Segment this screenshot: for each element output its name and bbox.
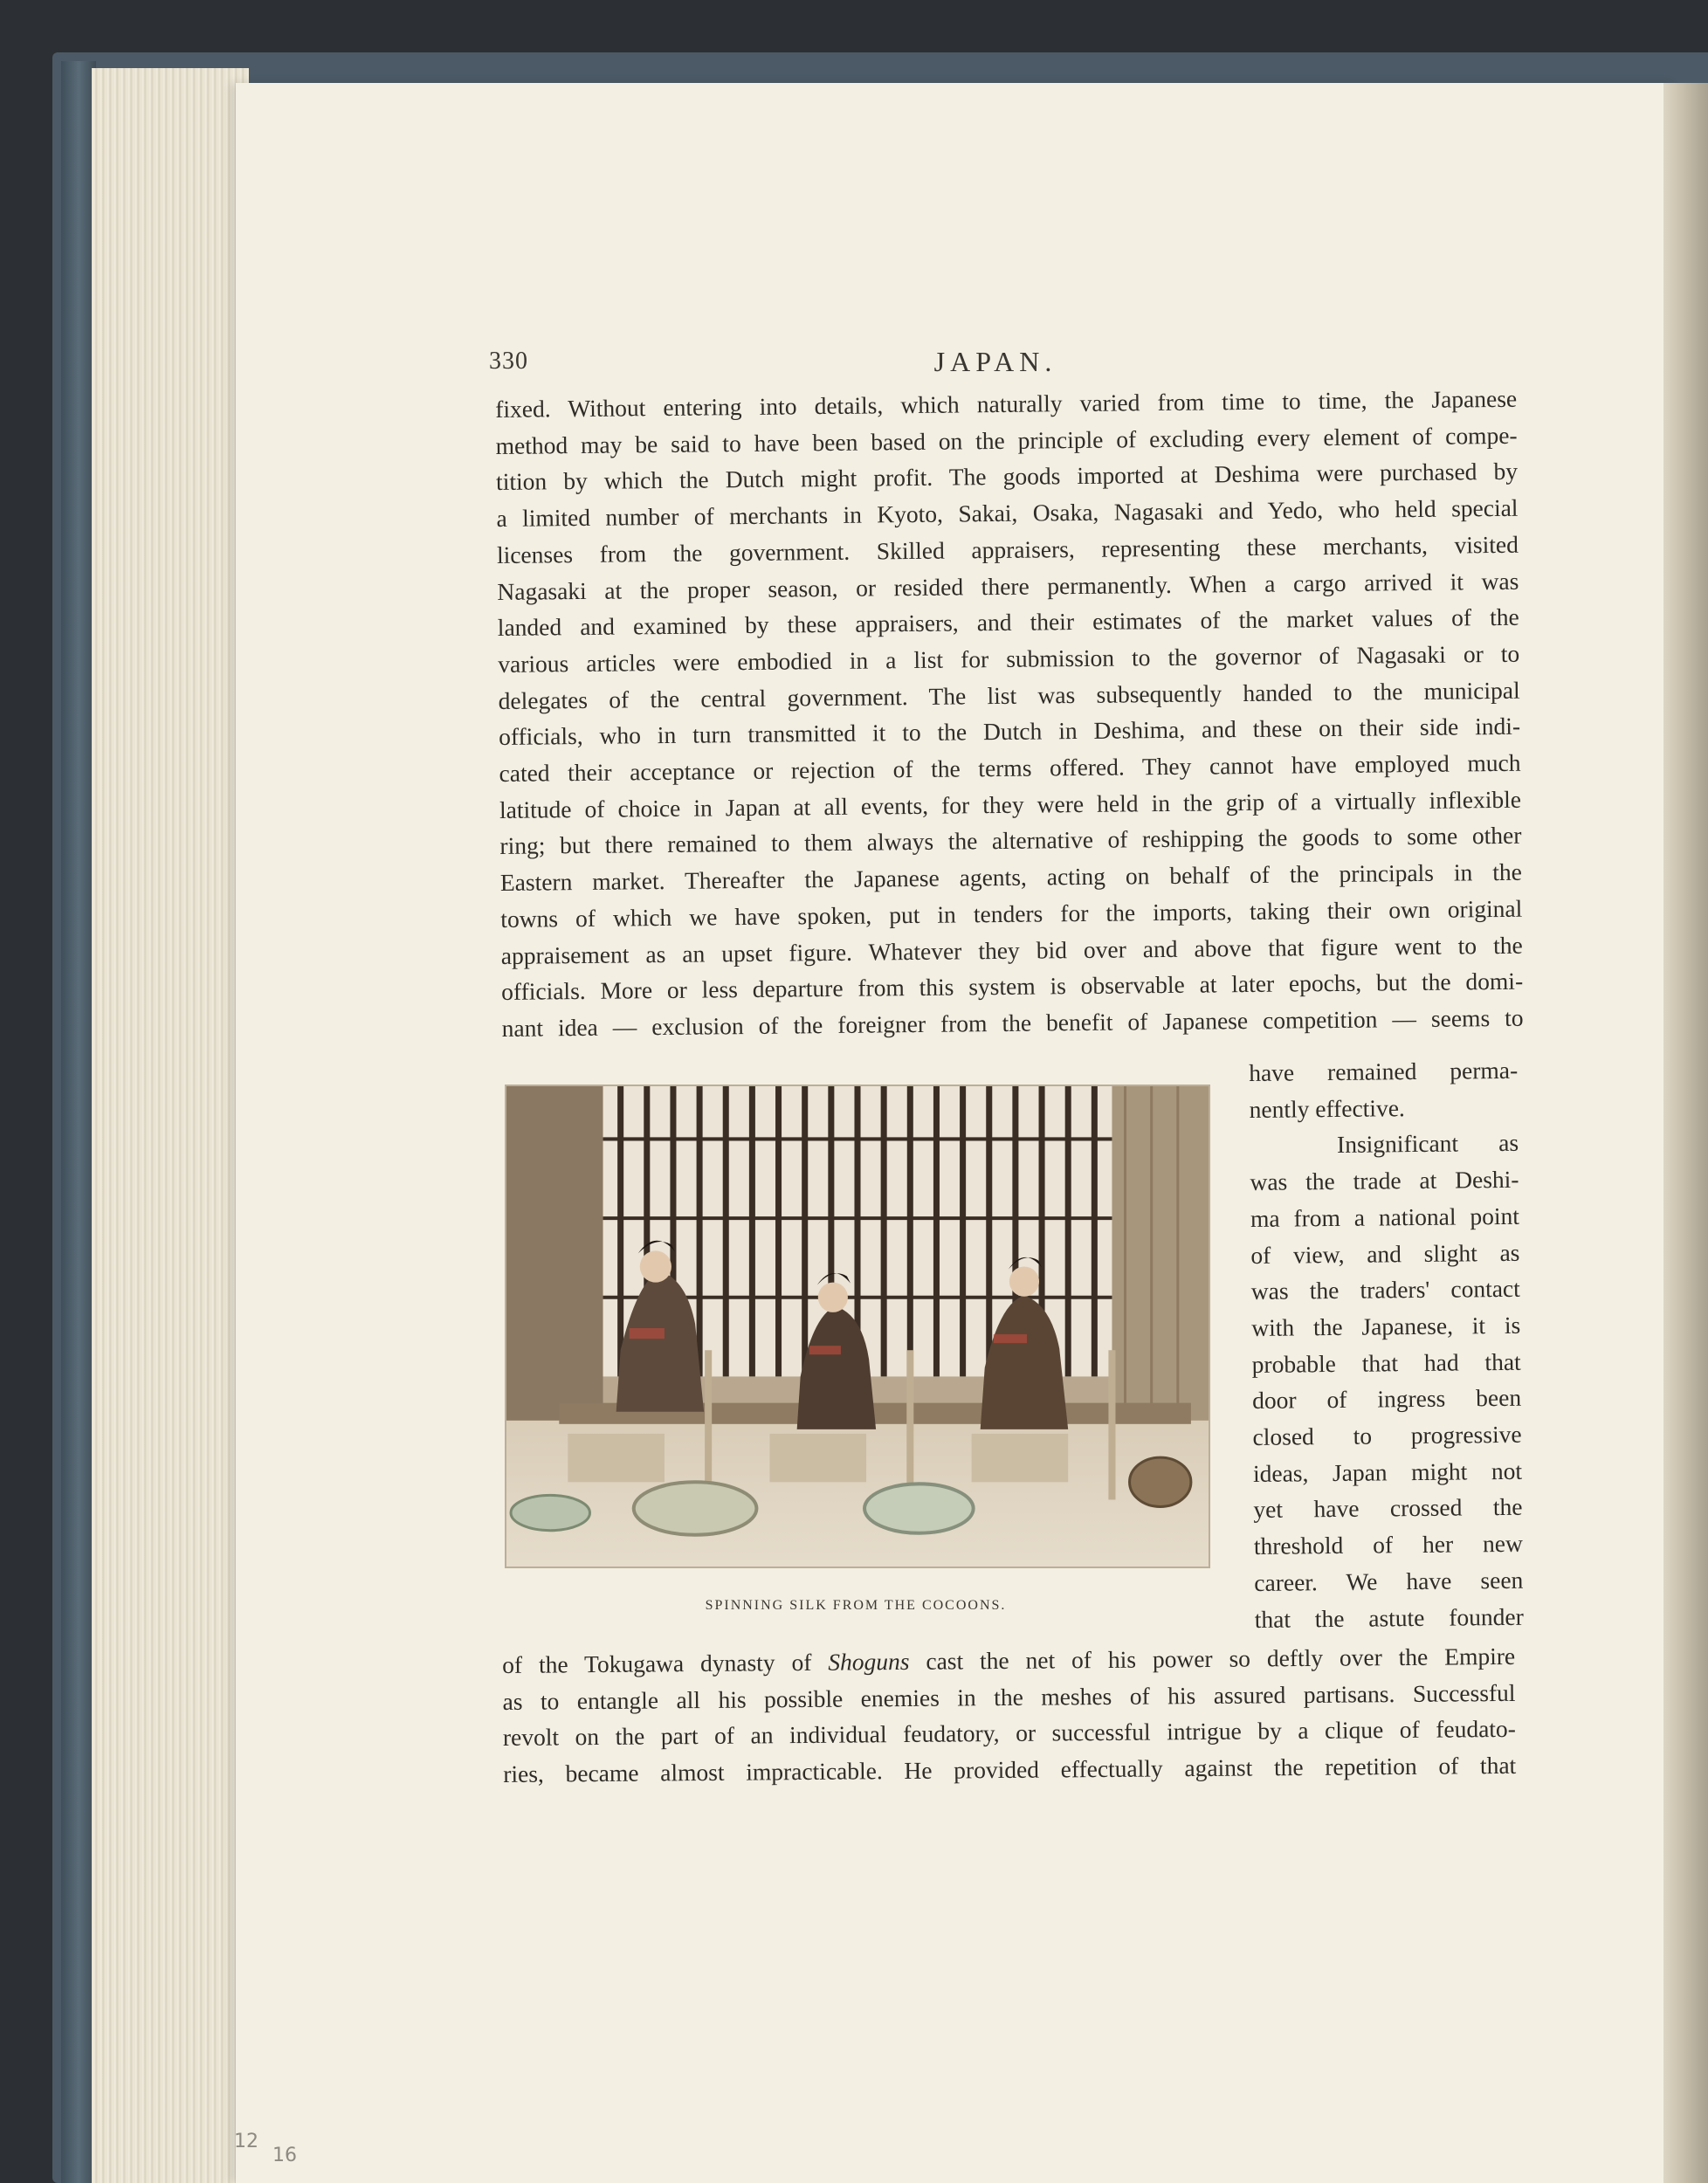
figure-caption: SPINNING SILK FROM THE COCOONS. — [705, 1598, 1007, 1613]
text-line: closed to progressive — [1252, 1420, 1522, 1451]
text-line: have remained perma- — [1249, 1056, 1519, 1086]
text-line: door of ingress been — [1251, 1384, 1522, 1415]
text-line: probable that had that — [1251, 1347, 1521, 1378]
text-line: nently effective. — [1249, 1093, 1405, 1123]
text-line: as to entangle all his possible enemies in the meshes of his assured partisans. Successful — [502, 1678, 1516, 1715]
text-line: fixed. Without entering into details, which naturally varied from time to time, the Japanese — [495, 384, 1518, 423]
text-line: ries, became almost impracticable. He provided effectually against the repetition of that — [503, 1751, 1517, 1788]
text-line: a limited number of merchants in Kyoto, Sakai, Osaka, Nagasaki and Yedo, who held special — [496, 493, 1519, 533]
running-head: JAPAN. — [933, 346, 1057, 377]
text-line: towns of which we have spoken, put in tenders for the imports, taking their own original — [500, 894, 1523, 933]
text-line: was the traders' contact — [1250, 1274, 1520, 1305]
text-segment: of the Tokugawa dynasty of — [502, 1648, 829, 1678]
italic-term-shoguns: Shoguns — [828, 1647, 910, 1676]
pencil-mark: 16 — [272, 2145, 297, 2166]
text-line: ring; but there remained to them always the alternative of reshipping the goods to some other — [499, 822, 1522, 860]
text-line: Insignificant as — [1336, 1129, 1519, 1159]
photograph-spinning-silk — [505, 1085, 1210, 1568]
text-line: ideas, Japan might not — [1252, 1456, 1523, 1487]
body-text-top — [495, 381, 1524, 1047]
text-segment: cast the net of his power so deftly over the Empire — [909, 1642, 1516, 1675]
text-line: licenses from the government. Skilled appraisers, representing these merchants, visited — [496, 530, 1519, 568]
text-line: career. We have seen — [1254, 1566, 1524, 1596]
page-right-edge — [1663, 83, 1708, 2183]
text-line: ma from a national point — [1250, 1202, 1520, 1232]
text-line: delegates of the central government. The list was subsequently handed to the municipal — [498, 676, 1520, 714]
text-line: that the astute founder — [1254, 1602, 1524, 1633]
text-line: appraisement as an upset figure. Whatever they bid over and above that figure went to the — [500, 931, 1523, 969]
text-line: landed and examined by these appraisers, and their estimates of the market values of the — [497, 603, 1519, 642]
body-text-side-column — [1249, 1052, 1524, 1637]
text-line: officials, who in turn transmitted it to the Dutch in Deshima, and these on their side indi- — [498, 713, 1521, 751]
text-line: Eastern market. Thereafter the Japanese agents, acting on behalf of the principals in the — [499, 857, 1522, 897]
text-line: method may be said to have been based on the principle of excluding every element of compe- — [495, 421, 1518, 459]
text-line: revolt on the part of an individual feudatory, or successful intrigue by a clique of feudato- — [502, 1715, 1516, 1752]
text-line: was the trade at Deshi- — [1250, 1165, 1519, 1196]
text-line: of view, and slight as — [1250, 1238, 1520, 1269]
text-line: latitude of choice in Japan at all events, for they were held in the grip of a virtually inflexible — [499, 785, 1522, 823]
body-text-bottom — [502, 1638, 1516, 1793]
page-header — [489, 348, 1502, 382]
photo-illustration — [506, 1086, 1209, 1567]
book-spine-cloth — [61, 61, 96, 2183]
text-line: Nagasaki at the proper season, or resided there permanently. When a cargo arrived it was — [497, 567, 1519, 605]
text-line: various articles were embodied in a list for submission to the governor of Nagasaki or to — [498, 639, 1520, 678]
page-number: 330 — [489, 348, 528, 375]
pencil-mark: 12 — [234, 2131, 258, 2152]
text-line: tition by which the Dutch might profit. The goods imported at Deshima were purchased by — [495, 458, 1519, 496]
page-edges — [92, 68, 249, 2183]
text-line: yet have crossed the — [1253, 1493, 1523, 1524]
text-line: cated their acceptance or rejection of the terms offered. They cannot have employed much — [499, 748, 1521, 788]
text-line: nant idea — exclusion of the foreigner from the benefit of Japanese competition — seems to — [501, 1003, 1524, 1042]
text-line: with the Japanese, it is — [1251, 1311, 1521, 1341]
text-line: officials. More or less departure from this system is observable at later epochs, but the domi- — [501, 967, 1524, 1006]
text-line: threshold of her new — [1253, 1529, 1524, 1560]
